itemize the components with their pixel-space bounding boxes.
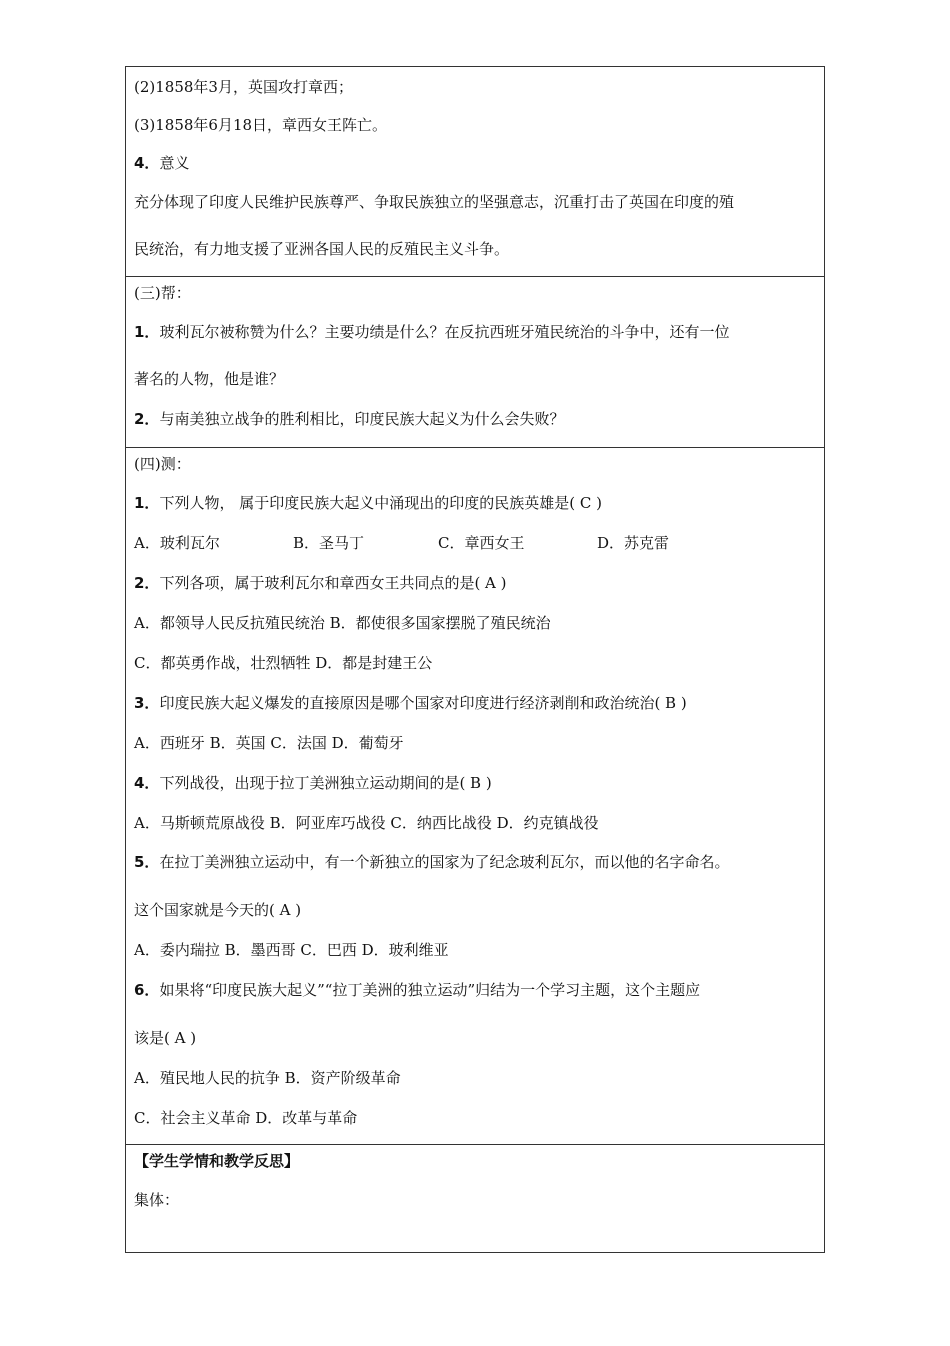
question-number: 4． [134,774,160,792]
significance-heading [134,154,189,172]
test-title: (四)测： [134,455,191,473]
q1-option-d: D．苏克雷 [597,534,670,552]
q1-option-c: C．章西女王 [438,534,525,552]
test-question-5-line1 [134,853,729,871]
question-number: 1． [134,494,160,512]
question-text: 在拉丁美洲独立运动中，有一个新独立的国家为了纪念玻利瓦尔，而以他的名字命名。 [159,853,730,871]
event-line-2: (2)1858年3月，英国攻打章西； [134,78,353,96]
event-line-3: (3)1858年6月18日，章西女王阵亡。 [134,116,388,134]
help-cell [125,277,825,448]
reflection-collective-label: 集体： [134,1191,180,1209]
test-question-2 [134,574,507,592]
question-text: 下列各项，属于玻利瓦尔和章西女王共同点的是( A ) [159,574,507,592]
help-title: (三)帮： [134,284,191,302]
q1-option-a: A．玻利瓦尔 [134,534,220,552]
q5-options: A．委内瑞拉 B．墨西哥 C．巴西 D．玻利维亚 [134,941,449,959]
question-text: 如果将“印度民族大起义”“拉丁美洲的独立运动”归结为一个学习主题，这个主题应 [159,981,701,999]
heading-text: 意义 [159,154,190,172]
question-text: 印度民族大起义爆发的直接原因是哪个国家对印度进行经济剥削和政治统治( B ) [159,694,687,712]
question-text: 下列战役，出现于拉丁美洲独立运动期间的是( B ) [159,774,492,792]
test-question-1 [134,494,602,512]
question-number: 2． [134,574,160,592]
q6-options-line1: A．殖民地人民的抗争 B．资产阶级革命 [134,1069,401,1087]
q2-options-line1: A．都领导人民反抗殖民统治 B．都使很多国家摆脱了殖民统治 [134,614,551,632]
test-question-5-line2: 这个国家就是今天的( A ) [134,901,302,919]
q2-options-line2: C．都英勇作战，壮烈牺牲 D．都是封建王公 [134,654,433,672]
q4-options: A．马斯顿荒原战役 B．阿亚库巧战役 C．纳西比战役 D．约克镇战役 [134,814,599,832]
lesson-table [125,66,825,1253]
significance-para-line1: 充分体现了印度人民维护民族尊严、争取民族独立的坚强意志，沉重打击了英国在印度的殖 [134,193,735,211]
help-question-2 [134,410,564,428]
significance-para-line2: 民统治，有力地支援了亚洲各国人民的反殖民主义斗争。 [134,240,510,258]
help-question-1-line1 [134,323,729,341]
q3-options: A．西班牙 B．英国 C．法国 D．葡萄牙 [134,734,404,752]
test-question-4 [134,774,492,792]
q1-option-b: B．圣马丁 [293,534,365,552]
question-number: 5． [134,853,160,871]
test-question-6-line1 [134,981,700,999]
question-number: 6． [134,981,160,999]
significance-cell [125,66,825,277]
reflection-title: 【学生学情和教学反思】 [134,1152,300,1170]
question-number: 2． [134,410,160,428]
help-question-1-line2: 著名的人物，他是谁？ [134,370,285,388]
q6-options-line2: C．社会主义革命 D．改革与革命 [134,1109,358,1127]
test-question-3 [134,694,687,712]
test-question-6-line2: 该是( A ) [134,1029,197,1047]
question-text: 玻利瓦尔被称赞为什么？主要功绩是什么？在反抗西班牙殖民统治的斗争中，还有一位 [159,323,730,341]
question-number: 3． [134,694,160,712]
question-text: 与南美独立战争的胜利相比，印度民族大起义为什么会失败？ [159,410,565,428]
question-number: 1． [134,323,160,341]
question-text: 下列人物， 属于印度民族大起义中涌现出的印度的民族英雄是( C ) [159,494,602,512]
reflection-cell [125,1145,825,1253]
test-cell [125,448,825,1145]
heading-number: 4． [134,154,160,172]
